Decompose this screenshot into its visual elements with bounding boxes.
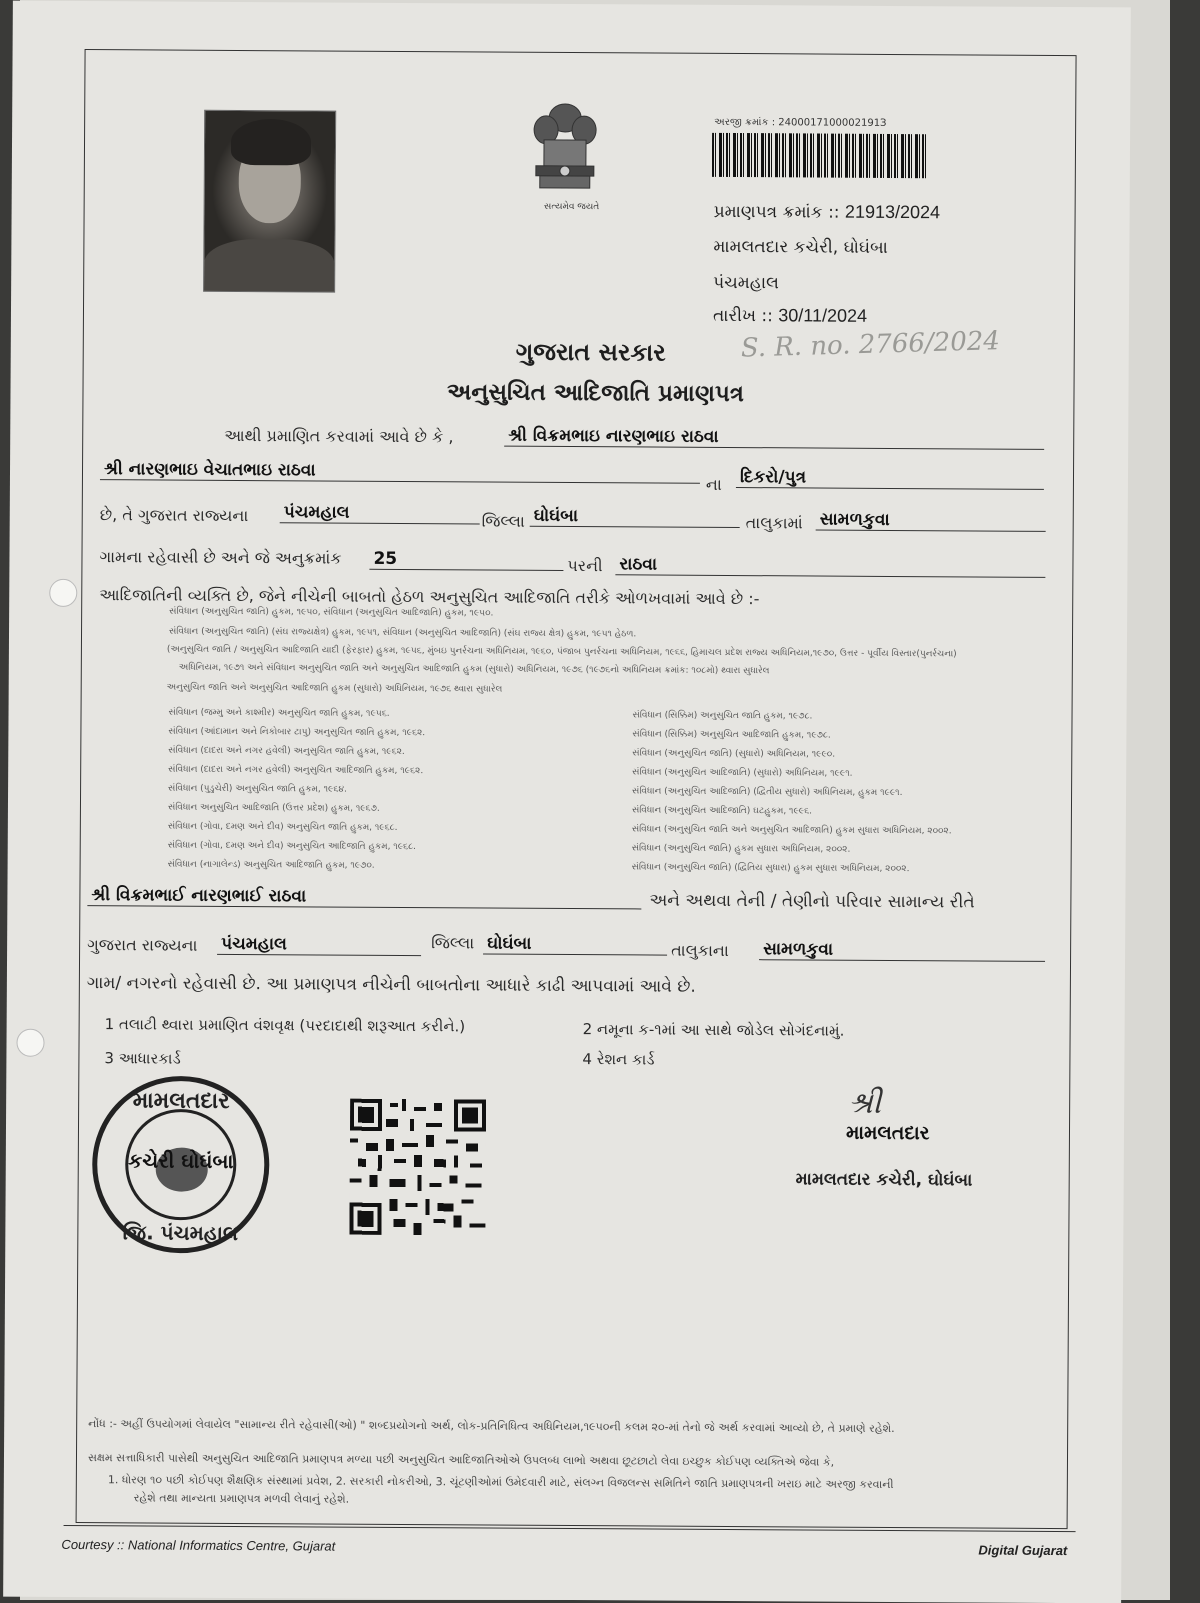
district2-value: પંચમહાલ [217, 934, 421, 956]
note-line-4: રહેશે તથા માન્યતા પ્રમાણપત્ર મળવી લેવાનું રહેશે. [133, 1491, 350, 1506]
family-text: અને અથવા તેની / તેણીનો પરિવાર સામાન્ય રીતે [649, 890, 975, 913]
document-item-3: 3 આધારકાર્ડ [104, 1049, 181, 1068]
taluka2-label: તાલુકાના [671, 940, 729, 960]
certificate-page [3, 1, 1131, 1603]
village2-value: સામળકુવા [759, 939, 1045, 962]
state-prefix: છે, તે ગુજરાત રાજ્યના [99, 505, 249, 526]
order-line-4: અધિનિયમ, ૧૯૭૧ અને સંવિધાન અનુસુચિત જાતિ અને અનુસુચિત આદિજાતિ હુકમ (સુધારો) અધિનિયમ, ૧૯૭૬ (૧૯૭૬નો અધિનિયમ ક્રમાંક: ૧૦૮મો) થ્વારા સુધારેલ [178, 662, 770, 677]
note-line-2: સક્ષમ સત્તાધિકારી પાસેથી અનુસુચિત આદિજાતિ પ્રમાણપત્ર મળ્યા પછી અનુસુચિત આદિજાતિઓએ ઉપલબ્ધ લાભો અથવા છૂટછાટો લેવા ઇચ્છુક કોઈપણ વ્યક્તિએ જેવા કે, [87, 1451, 835, 1469]
certificate-number: પ્રમાણપત્ર ક્રમાંક :: 21913/2024 [713, 201, 941, 223]
orders-left-column: સંવિધાન (જમ્મુ અને કાશ્મીર) અનુસુચિત જાતિ હુકમ, ૧૯૫૬. સંવિધાન (આંદામાન અને નિકોબાર ટાપુ) અનુસુચિત જાતિ હુકમ, ૧૯૬૨. સંવિધાન (દાદરા અને નગર હવેલી) અનુસુચિત જાતિ હુકમ, ૧૯૬૨. સંવિધાન (દાદરા અને નગર હવેલી) અનુસુચિત આદિજાતિ હુકમ, ૧૯૬૨. સંવિધાન (પુડુચેરી) અનુસુચિત જાતિ હુકમ, ૧૯૬૪. સંવિધાન અનુસુચિત આદિજાતિ (ઉત્તર પ્રદેશ) હુકમ, ૧૯૬૭. સંવિધાન (ગોવા, દમણ અને દીવ) અનુસુચિત જાતિ હુકમ, ૧૯૬૮. સંવિધાન (ગોવા, દમણ અને દીવ) અનુસુચિત આદિજાતિ હુકમ, ૧૯૬૮. સંવિધાન (નાગાલેન્ડ) અનુસુચિત આદિજાતિ હુકમ, ૧૯૭૦. [167, 707, 426, 871]
state2-prefix: ગુજરાત રાજ્યના [87, 935, 198, 955]
na-label: ના [705, 474, 722, 494]
resident2-line: ગામ/ નગરનો રહેવાસી છે. આ પ્રમાણપત્ર નીચેની બાબતોના આધારે કાઢી આપવામાં આવે છે. [86, 973, 696, 997]
order-line-2: સંવિધાન (અનુસુચિત જાતિ) (સંઘ રાજ્યક્ષેત્ર) હુકમ, ૧૯૫૧, સંવિધાન (અનુસુચિત આદિજાતિ) (સંઘ રાજ્ય ક્ષેત્ર) હુકમ, ૧૯૫૧ હેઠળ. [169, 626, 637, 640]
national-emblem-icon [520, 96, 611, 199]
resident-prefix: ગામના રહેવાસી છે અને જે અનુક્રમાંક [99, 547, 342, 568]
tribe-line: આદિજાતિની વ્યક્તિ છે, જેને નીચેની બાબતો હેઠળ અનુસુચિત આદિજાતિ તરીકે ઓળખવામાં આવે છે :- [99, 585, 760, 609]
order-line-1: સંવિધાન (અનુસુચિત જાતિ) હુકમ, ૧૯૫૦, સંવિધાન (અનુસુચિત આદિજાતિ) હુકમ, ૧૯૫૦. [169, 606, 494, 619]
district-value: પંચમહાલ [280, 502, 480, 524]
issuing-district: પંચમહાલ [713, 272, 779, 294]
serial-value: 25 [369, 549, 563, 571]
district-label: જિલ્લા [481, 511, 525, 531]
punch-hole-bottom [16, 1029, 44, 1057]
orders-right-column: સંવિધાન (સિક્કિમ) અનુસુચિત જાતિ હુકમ, ૧૯૭૮. સંવિધાન (સિક્કિમ) અનુસુચિત આદિજાતિ હુકમ, ૧૯૭૮. સંવિધાન (અનુસુચિત જાતિ) (સુધારો) અધિનિયમ, ૧૯૯૦. સંવિધાન (અનુસુચિત આદિજાતિ) (સુધારો) અધિનિયમ, ૧૯૯૧. સંવિધાન (અનુસુચિત આદિજાતિ) (દ્વિતીય સુધારો) અધિનિયમ, હુકમ ૧૯૯૧. સંવિધાન (અનુસુચિત આદિજાતિ) ઘટહુકમ, ૧૯૯૬. સંવિધાન (અનુસુચિત જાતિ અને અનુસુચિત આદિજાતિ) હુકમ સુધારા અધિનિયમ, ૨૦૦૨. સંવિધાન (અનુસુચિત જાતિ) હુકમ સુધારા અધિનિયમ, ૨૦૦૨. સંવિધાન (અનુસુચિત જાતિ) (દ્વિતિય સુધારા) હુકમ સુધારા અધિનિયમ, ૨૦૦૨. [631, 710, 952, 875]
of-label: પરની [567, 555, 603, 576]
relation-value: દિકરો/પુત્ર [736, 467, 1044, 490]
footer-digital-gujarat: Digital Gujarat [978, 1542, 1068, 1559]
document-item-4: 4 રેશન કાર્ડ [582, 1050, 655, 1069]
signature-title: મામલતદાર [845, 1121, 930, 1145]
taluka-value: ઘોઘંબા [530, 506, 740, 528]
signature-office: મામલતદાર કચેરી, ઘોઘંબા [795, 1169, 973, 1191]
district2-label: જિલ્લા [431, 933, 475, 953]
qr-code [349, 1099, 486, 1236]
footer-courtesy: Courtesy :: National Informatics Centre, Gujarat [61, 1536, 336, 1554]
svg-text:જિ. પંચમહાલ: જિ. પંચમહાલ [122, 1220, 239, 1245]
document-item-1: 1 તલાટી થ્વારા પ્રમાણિત વંશવૃક્ષ (પરદાદાથી શરૂઆત કરીને.) [104, 1015, 466, 1036]
certify-prefix: આથી પ્રમાણિત કરવામાં આવે છે કે , [224, 425, 454, 447]
village-value: સામળકુવા [816, 510, 1046, 532]
applicant-photo [203, 110, 336, 293]
applicant-name-repeat: શ્રી વિક્રમભાઈ નારણભાઈ રાઠવા [87, 885, 641, 909]
punch-hole-top [49, 579, 77, 607]
issue-date: તારીખ :: 30/11/2024 [712, 305, 868, 327]
father-name: શ્રી નારણભાઇ વેચાતભાઇ રાઠવા [100, 459, 700, 484]
government-title: ગુજરાત સરકાર [515, 337, 666, 367]
certificate-title: અનુસુચિત આદિજાતિ પ્રમાણપત્ર [446, 379, 745, 408]
application-number: અરજી ક્રમાંક : 2400017100002191З [714, 116, 887, 129]
svg-text:કચેરી ઘોઘંબા: કચેરી ઘોઘંબા [128, 1148, 234, 1173]
issuing-office: મામલતદાર કચેરી, ઘોઘંબા [713, 236, 888, 258]
note-line-3: 1. ધોરણ ૧૦ પછી કોઈપણ શૈક્ષણિક સંસ્થામાં પ્રવેશ, 2. સરકારી નોકરીઓ, 3. ચૂંટણીઓમાં ઉમેદવારી માટે, સંલગ્ન વિજલન્સ સમિતિને જાતિ પ્રમાણપત્રની ખરાઇ માટે અરજી કરવાની [107, 1473, 894, 1492]
applicant-name: શ્રી વિક્રમભાઇ નારણભાઇ રાઠવા [504, 426, 1044, 450]
document-item-2: 2 નમૂના ક-૧માં આ સાથે જોડેલ સોગંદનામું. [582, 1020, 845, 1040]
svg-text:મામલતદાર: મામલતદાર [132, 1088, 230, 1114]
note-line-1: નોંધ :- અહીં ઉપયોગમાં લેવાયેલ "સામાન્ય રીતે રહેવાસી(ઓ) " શબ્દપ્રયોગનો અર્થ, લોક-પ્રતિનિધિત્વ અધિનિયમ,૧૯૫૦ની કલમ ૨૦-માં તેનો જે અર્થ કરવામાં આવ્યો છે, તે પ્રમાણે રહેશે. [88, 1417, 895, 1436]
signature-initials: શ્રી [848, 1085, 882, 1121]
handwritten-reference: S. R. no. 2766/2024 [740, 326, 1001, 364]
barcode [712, 133, 928, 178]
office-seal-stamp [89, 1073, 272, 1256]
emblem-motto: સત્યમેવ જયતે [544, 201, 600, 213]
taluka-label: તાલુકામાં [745, 513, 803, 533]
tribe-value: રાઠવા [615, 554, 1045, 578]
order-line-5: અનુસુચિત જાતિ અને અનુસુચિત આદિજાતિ હુકમ (સુધારો) અધિનિયમ, ૧૯૭૬ થ્વારા સુધારેલ [166, 682, 503, 695]
order-line-3: (અનુસુચિત જાતિ / અનુસુચિત આદિજાતિ યાદી (ફેરફાર) હુકમ, ૧૯૫૬, મુંબઇ પુનર્રચના અધિનિયમ, ૧૯૬૦, પંજાબ પુનર્રચના અધિનિયમ, ૧૯૬૬, હિમાચલ પ્રદેશ રાજ્ય અધિનિયમ,૧૯૭૦, ઉત્તર - પૂર્વીય વિસ્તાર(પુનર્રચના) [166, 644, 957, 660]
taluka2-value: ઘોઘંબા [483, 933, 667, 955]
